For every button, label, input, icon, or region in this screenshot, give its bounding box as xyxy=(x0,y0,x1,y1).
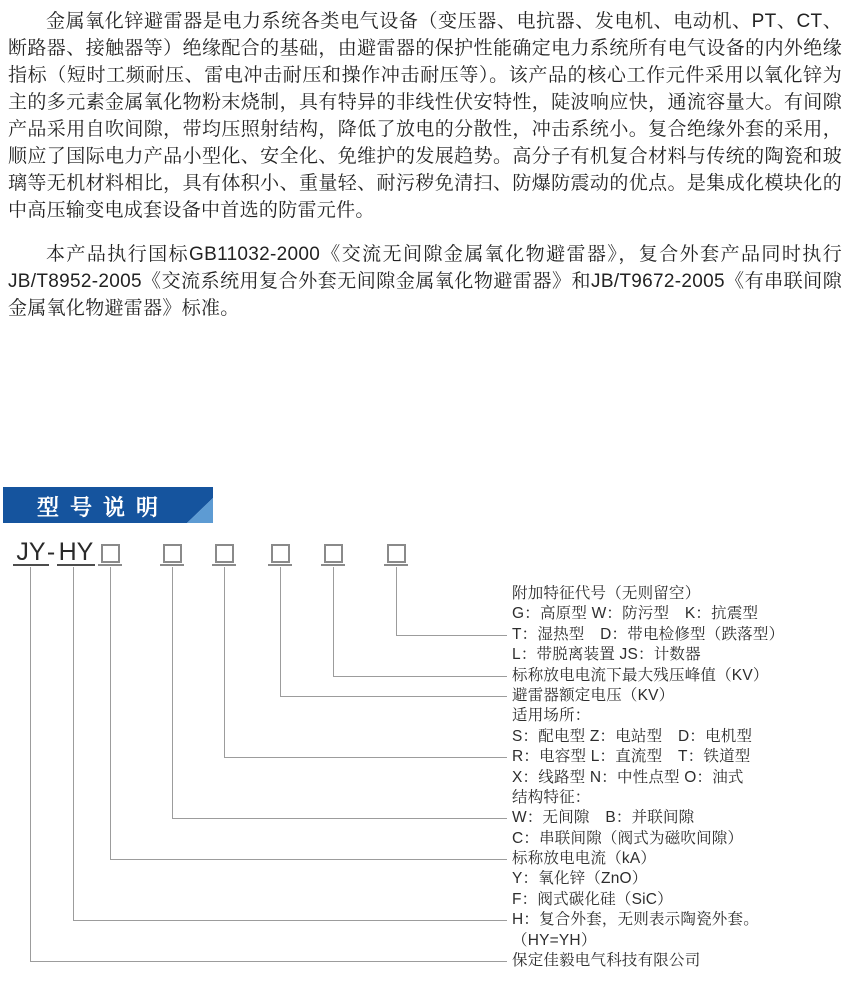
intro-paragraph-2: 本产品执行国标GB11032-2000《交流无间隙金属氧化物避雷器》，复合外套产品同时执行JB/T8952-2005《交流系统用复合外套无间隙金属氧化物避雷器》和JB/T9672-2005《有串联间隙金属氧化物避雷器》标准。 xyxy=(8,244,842,319)
legend-row: R：电容型 L：直流型 T：铁道型 xyxy=(512,748,751,766)
model-box-1 xyxy=(98,541,122,566)
legend-row: 适用场所： xyxy=(512,707,591,725)
placeholder-box-icon xyxy=(324,544,343,563)
placeholder-box-icon xyxy=(271,544,290,563)
section-banner xyxy=(3,487,217,523)
legend-row: F：阀式碳化硅（SiC） xyxy=(512,890,673,908)
model-box-6 xyxy=(384,541,408,566)
legend-row: 附加特征代号（无则留空） xyxy=(512,585,701,602)
model-series: HY xyxy=(58,538,94,566)
connector-box2-to-structure xyxy=(172,567,507,819)
model-box-4 xyxy=(268,541,292,566)
legend-list xyxy=(512,584,847,971)
legend-row: 结构特征： xyxy=(512,788,591,806)
legend-row: G：高原型 W：防污型 K：抗震型 xyxy=(512,605,759,623)
legend-row-company: 保定佳毅电气科技有限公司 xyxy=(512,952,701,970)
legend-row: T：湿热型 D：带电检修型（跌落型） xyxy=(512,625,785,643)
connector-series-to-housing xyxy=(73,567,507,921)
legend-row: W：无间隙 B：并联间隙 xyxy=(512,809,695,827)
legend-row: 标称放电电流下最大残压峰值（KV） xyxy=(512,666,769,684)
legend-row: 避雷器额定电压（KV） xyxy=(512,686,675,704)
connector-prefix-to-company xyxy=(30,567,507,962)
placeholder-box-icon xyxy=(163,544,182,563)
section-title: 型号说明 xyxy=(37,495,170,520)
connector-box4-to-rated-voltage xyxy=(280,567,507,697)
connector-box1-to-discharge xyxy=(110,567,507,860)
legend-row: （HY=YH） xyxy=(512,931,597,949)
legend-row: L：带脱离装置 JS：计数器 xyxy=(512,646,701,664)
legend-row: C：串联间隙（阀式为磁吹间隙） xyxy=(512,829,744,847)
placeholder-box-icon xyxy=(101,544,120,563)
placeholder-box-icon xyxy=(215,544,234,563)
legend-row: S：配电型 Z：电站型 D：电机型 xyxy=(512,727,753,745)
placeholder-box-icon xyxy=(387,544,406,563)
connector-box6-to-extra-feature xyxy=(396,567,507,636)
model-box-3 xyxy=(212,541,236,566)
legend-row: Y：氧化锌（ZnO） xyxy=(512,870,648,888)
legend-row: 标称放电电流（kA） xyxy=(512,850,657,868)
connector-box3-to-application xyxy=(224,567,507,758)
intro-section xyxy=(8,8,842,322)
legend-row: X：线路型 N：中性点型 O：油式 xyxy=(512,768,744,786)
model-prefix: JY xyxy=(13,541,49,566)
model-box-2 xyxy=(160,541,184,566)
model-separator: - xyxy=(46,538,56,566)
intro-paragraph-1: 金属氧化锌避雷器是电力系统各类电气设备（变压器、电抗器、发电机、电动机、PT、CT、断路器、接触器等）绝缘配合的基础，由避雷器的保护性能确定电力系统所有电气设备的内外绝缘指标（短时工频耐压、雷电冲击耐压和操作冲击耐压等）。该产品的核心工作元件采用以氧化锌为主的多元素金属氧化物粉末烧制，具有特异的非线性伏安特性，陡波响应快，通流容量大。有间隙产品采用自吹间隙，带均压照射结构，降低了放电的分散性，冲击系统小。复合绝缘外套的采用，顺应了国际电力产品小型化、安全化、免维护的发展趋势。高分子有机复合材料与传统的陶瓷和玻璃等无机材料相比，具有体积小、重量轻、耐污秽免清扫、防爆防震动的优点。是集成化模块化的中高压输变电成套设备中首选的防雷元件。 xyxy=(8,11,842,221)
model-box-5 xyxy=(321,541,345,566)
legend-row: H：复合外套，无则表示陶瓷外套。 xyxy=(512,911,759,929)
connector-box5-to-residual-peak xyxy=(333,567,507,677)
